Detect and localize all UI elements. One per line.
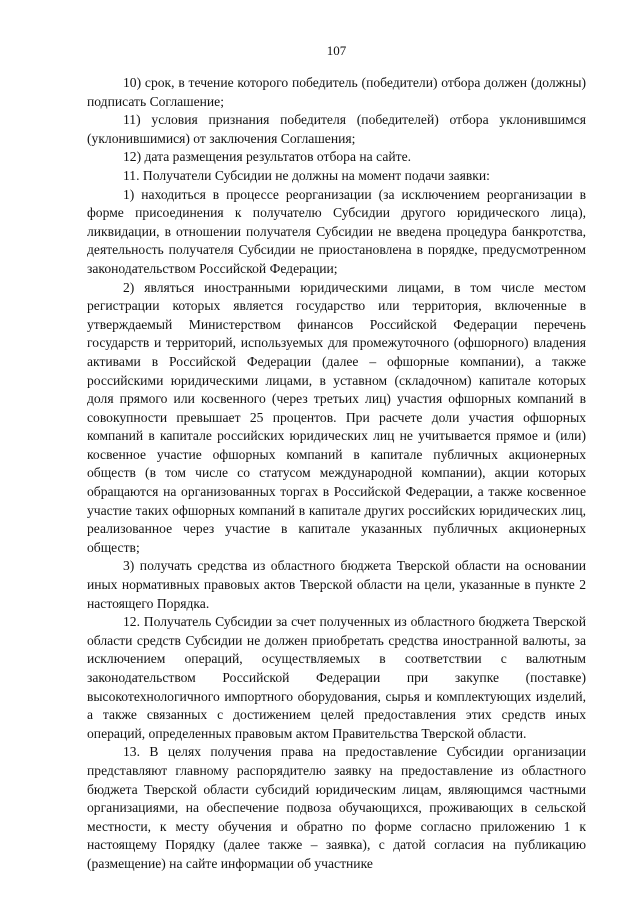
paragraph-subitem-3: 3) получать средства из областного бюджета Тверской области на основании иных нормативных правовых актов Тверской области на цели, указанные в пункте 2 настоящего Порядка. <box>87 558 586 611</box>
paragraph-clause-13: 13. В целях получения права на предоставление Субсидии организации представляют главному распорядителю заявку на предоставление из областного бюджета Тверской области субсидий юридическим лицам, являющимся частными организациями, на обеспечение подвоза обучающихся, проживающих в сельской местности, к месту обучения и обратно по форме согласно приложению 1 к настоящему Порядку (далее также – заявка), с датой согласия на публикацию (размещение) на сайте информации об участнике <box>87 744 586 871</box>
paragraph-item-12: 12) дата размещения результатов отбора на сайте. <box>123 149 411 165</box>
document-body <box>87 74 586 874</box>
paragraph-clause-11: 11. Получатели Субсидии не должны на момент подачи заявки: <box>123 167 490 183</box>
paragraph-clause-12: 12. Получатель Субсидии за счет полученных из областного бюджета Тверской области средств Субсидии не должен приобретать средства иностранной валюты, за исключением операций, осуществляемых в соответствии с валютным законодательством Российской Федерации при закупке (поставке) высокотехнологичного импортного оборудования, сырья и комплектующих изделий, а также связанных с достижением целей предоставления этих средств иных операций, определенных правовым актом Правительства Тверской области. <box>87 614 586 741</box>
paragraph-item-10: 10) срок, в течение которого победитель (победители) отбора должен (должны) подписать Соглашение; <box>87 75 586 109</box>
paragraph-item-11: 11) условия признания победителя (победителей) отбора уклонившимся (уклонившимися) от заключения Соглашения; <box>87 112 586 146</box>
paragraph-subitem-1: 1) находиться в процессе реорганизации (за исключением реорганизации в форме присоединения к получателю Субсидии другого юридического лица), ликвидации, в отношении получателя Субсидии не введена процедура банкротства, деятельность получателя Субсидии не приостановлена в порядке, предусмотренном законодательством Российской Федерации; <box>87 186 586 276</box>
paragraph-subitem-2: 2) являться иностранными юридическими лицами, в том числе местом регистрации которых является государство или территория, включенные в утверждаемый Министерством финансов Российской Федерации перечень государств и территорий, используемых для промежуточного (офшорного) владения активами в Российской Федерации (далее – офшорные компании), а также российскими юридическими лицами, в уставном (складочном) капитале которых доля прямого или косвенного (через третьих лиц) участия офшорных компаний в совокупности превышает 25 процентов. При расчете доли участия офшорных компаний в капитале российских юридических лиц не учитывается прямое и (или) косвенное участие офшорных компаний в капитале публичных акционерных обществ (в том числе со статусом международной компании), акции которых обращаются на организованных торгах в Российской Федерации, а также косвенное участие таких офшорных компаний в капитале других российских юридических лиц, реализованное через участие в капитале указанных публичных акционерных обществ; <box>87 279 586 555</box>
page-number: 107 <box>326 43 347 58</box>
